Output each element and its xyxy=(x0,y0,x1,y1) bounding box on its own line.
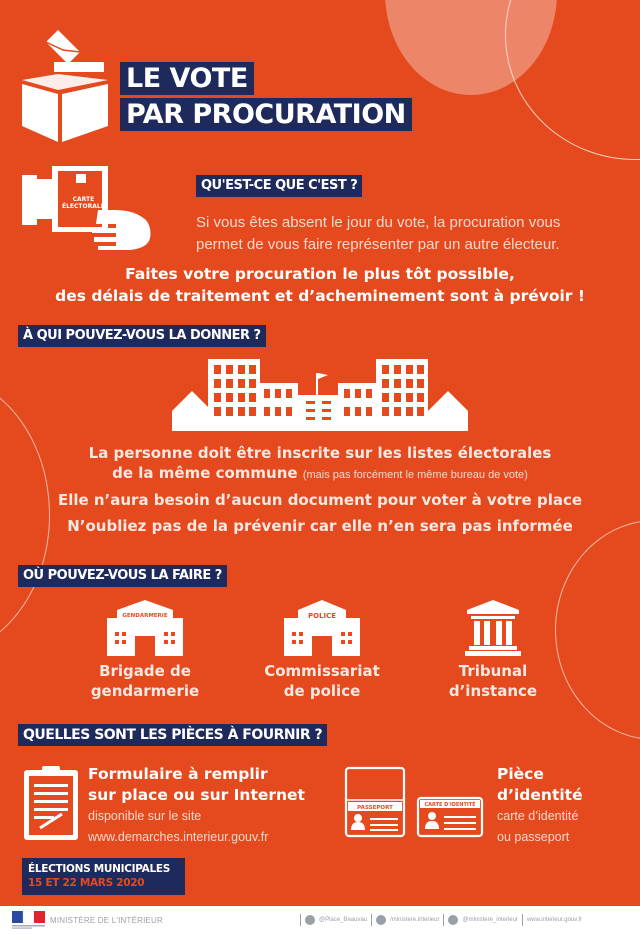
social-links xyxy=(300,914,582,926)
ministry-name: MINISTÈRE DE L'INTÉRIEUR xyxy=(50,916,164,925)
voter-card-hand-icon xyxy=(18,165,158,260)
form-info xyxy=(88,764,305,848)
who-line-4: N’oubliez pas de la prévenir car elle n’en sera pas informée xyxy=(67,517,573,535)
ballot-box-icon xyxy=(18,22,113,147)
twitter-icon xyxy=(305,915,315,925)
place-gendarmerie xyxy=(60,600,230,701)
courthouse-icon xyxy=(465,600,521,656)
title-line-1: LE VOTE xyxy=(120,62,254,95)
facebook-link[interactable]: /ministere.interieur xyxy=(390,917,440,923)
place-police xyxy=(237,600,407,701)
who-line-3: Elle n’aura besoin d’aucun document pour voter à votre place xyxy=(57,491,583,509)
divider xyxy=(371,914,372,926)
facebook-icon xyxy=(376,915,386,925)
who-line-2 xyxy=(0,462,640,486)
website-link[interactable]: www.interieur.gouv.fr xyxy=(526,917,583,923)
page-title xyxy=(120,62,412,131)
description-line-2: permet de vous faire représenter par un autre électeur. xyxy=(196,236,560,253)
clipboard-form-icon xyxy=(22,764,80,847)
who-line-2-note: (mais pas forcément le même bureau de vote) xyxy=(302,469,528,481)
form-sub-line-1: disponible sur le site xyxy=(88,809,202,823)
form-website-link[interactable]: www.demarches.interieur.gouv.fr xyxy=(88,830,269,844)
card-text-line-1: CARTE xyxy=(72,196,95,203)
divider xyxy=(522,914,523,926)
republic-flag-logo xyxy=(12,911,46,934)
form-title-line-1: Formulaire à remplir xyxy=(88,765,268,783)
who-line-2-bold: de la même commune xyxy=(112,464,298,482)
emphasis-line-2: des délais de traitement et d’acheminement sont à prévoir ! xyxy=(55,287,585,305)
passport-label: PASSEPORT xyxy=(357,805,393,811)
id-info xyxy=(497,764,583,848)
place-label-line-1: Brigade de xyxy=(99,662,191,680)
idcard-label: CARTE D'IDENTITÉ xyxy=(424,802,476,808)
id-sub-line-1: carte d’identité xyxy=(497,809,579,823)
instagram-icon xyxy=(448,915,458,925)
twitter-link[interactable]: @Place_Beauvau xyxy=(319,917,368,923)
voter-card-text xyxy=(62,196,105,210)
svg-text:POLICE: POLICE xyxy=(307,612,337,620)
place-tribunal xyxy=(408,600,578,701)
election-badge xyxy=(22,858,185,895)
emphasis-line-1: Faites votre procuration le plus tôt possible, xyxy=(125,265,515,283)
instagram-link[interactable]: @ministere_interieur xyxy=(462,917,518,923)
section-heading-what: QU'EST-CE QUE C'EST ? xyxy=(196,175,362,197)
section-heading-docs: QUELLES SONT LES PIÈCES À FOURNIR ? xyxy=(18,724,327,746)
id-sub-line-2: ou passeport xyxy=(497,830,570,844)
section-heading-where: OÙ POUVEZ-VOUS LA FAIRE ? xyxy=(18,565,227,587)
election-dates: 15 ET 22 MARS 2020 xyxy=(28,877,145,889)
who-line-1: La personne doit être inscrite sur les listes électorales xyxy=(88,444,552,462)
what-emphasis xyxy=(0,263,640,307)
place-label-line-2: de police xyxy=(283,682,361,700)
divider xyxy=(300,914,301,926)
footer xyxy=(0,906,640,934)
id-title-line-2: d’identité xyxy=(497,786,583,804)
gendarmerie-building-icon xyxy=(107,600,183,656)
description-line-1: Si vous êtes absent le jour du vote, la procuration vous xyxy=(196,214,561,231)
form-title-line-2: sur place ou sur Internet xyxy=(88,786,305,804)
section-heading-who: À QUI POUVEZ-VOUS LA DONNER ? xyxy=(18,325,266,347)
place-label-line-2: d’instance xyxy=(448,682,538,700)
election-title: ÉLECTIONS MUNICIPALES xyxy=(28,863,171,875)
what-description xyxy=(196,212,560,256)
title-line-2: PAR PROCURATION xyxy=(120,98,412,131)
card-text-line-2: ÉLECTORALE xyxy=(62,203,105,210)
place-label-line-1: Tribunal xyxy=(458,662,528,680)
decorative-ring xyxy=(505,0,640,160)
divider xyxy=(443,914,444,926)
place-label-line-1: Commissariat xyxy=(264,662,380,680)
id-title-line-1: Pièce xyxy=(497,765,544,783)
id-documents-icon xyxy=(344,766,494,845)
town-buildings-icon xyxy=(172,355,468,436)
police-building-icon xyxy=(284,600,360,656)
svg-text:GENDARMERIE: GENDARMERIE xyxy=(122,613,168,619)
place-label-line-2: gendarmerie xyxy=(90,682,200,700)
